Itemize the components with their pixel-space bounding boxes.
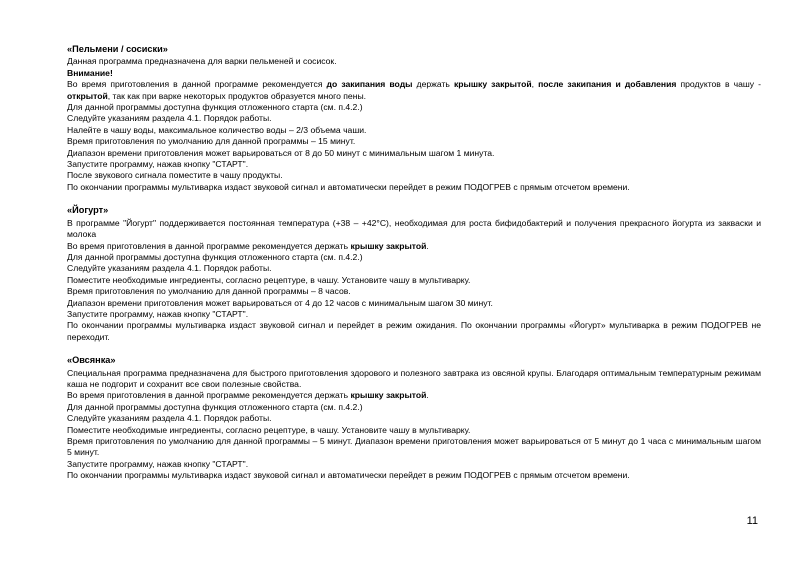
warning-label: Внимание! [67, 67, 113, 78]
section-intro: В программе "Йогурт" поддерживается постоянная температура (+38 – +42°С), необходимая для роста бифидобактерий и получения прекрасного йогурта из закваски и молока [67, 217, 761, 240]
text-line: Диапазон времени приготовления может варьироваться от 8 до 50 минут с минимальным шагом 1 минута. [67, 147, 495, 158]
text-line: Следуйте указаниям раздела 4.1. Порядок работы. [67, 263, 272, 274]
section-pelmeni [67, 44, 761, 193]
text-line: Для данной программы доступна функция отложенного старта (см. п.4.2.) [67, 102, 363, 113]
text-line: Для данной программы доступна функция отложенного старта (см. п.4.2.) [67, 251, 363, 262]
text-line: Следуйте указаниям раздела 4.1. Порядок работы. [67, 113, 272, 124]
text-line: Время приготовления по умолчанию для данной программы – 5 минут. Диапазон времени приготовления может варьироваться от 5 минут до 1 часа с минимальным шагом 5 минут. [67, 436, 761, 458]
section-intro: Специальная программа предназначена для быстрого приготовления здорового и полезного завтрака из овсяной крупы. Благодаря оптимальным температурным режимам каша не подгорит и сохранит все свои полезные свойства. [67, 367, 761, 389]
section-title: «Овсянка» [67, 355, 116, 366]
warning-text: Во время приготовления в данной программе рекомендуется до закипания воды держать крышку закрытой, после закипания и добавления продуктов в чашу - открытой, так как при варке некоторых продуктов образуется много пены. [67, 79, 761, 101]
lid-text: Во время приготовления в данной программе рекомендуется держать крышку закрытой. [67, 240, 429, 251]
text-line: Запустите программу, нажав кнопку "СТАРТ". [67, 458, 249, 469]
text-line: Поместите необходимые ингредиенты, согласно рецептуре, в чашу. Установите чашу в мультиварку. [67, 274, 471, 285]
text-line: Следуйте указаниям раздела 4.1. Порядок работы. [67, 413, 272, 424]
text-line: По окончании программы мультиварка издаст звуковой сигнал и автоматически перейдет в режим ПОДОГРЕВ с прямым отсчетом времени. [67, 181, 630, 192]
text-line: Диапазон времени приготовления может варьироваться от 4 до 12 часов с минимальным шагом 30 минут. [67, 297, 493, 308]
page-number: 11 [746, 515, 758, 527]
section-ovsyanka [67, 355, 761, 481]
text-line: Время приготовления по умолчанию для данной программы – 8 часов. [67, 286, 351, 297]
text-line: Поместите необходимые ингредиенты, согласно рецептуре, в чашу. Установите чашу в мультиварку. [67, 424, 471, 435]
page-content [67, 44, 761, 494]
text-line: Время приготовления по умолчанию для данной программы – 15 минут. [67, 136, 356, 147]
text-line: Запустите программу, нажав кнопку "СТАРТ". [67, 308, 249, 319]
text-line: Запустите программу, нажав кнопку "СТАРТ". [67, 159, 249, 170]
section-title: «Пельмени / сосиски» [67, 44, 168, 54]
section-title: «Йогурт» [67, 205, 109, 216]
text-line: По окончании программы мультиварка издаст звуковой сигнал и перейдет в режим ожидания. По окончании программы «Йогурт» мультиварка в режим ПОДОГРЕВ не переходит. [67, 320, 761, 342]
text-line: Для данной программы доступна функция отложенного старта (см. п.4.2.) [67, 401, 363, 412]
text-line: По окончании программы мультиварка издаст звуковой сигнал и автоматически перейдет в режим ПОДОГРЕВ с прямым отсчетом времени. [67, 470, 630, 481]
text-line: Налейте в чашу воды, максимальное количество воды – 2/3 объема чаши. [67, 124, 367, 135]
lid-text: Во время приготовления в данной программе рекомендуется держать крышку закрытой. [67, 390, 429, 401]
section-yogurt [67, 205, 761, 343]
section-intro: Данная программа предназначена для варки пельменей и сосисок. [67, 56, 337, 67]
text-line: После звукового сигнала поместите в чашу продукты. [67, 170, 283, 181]
